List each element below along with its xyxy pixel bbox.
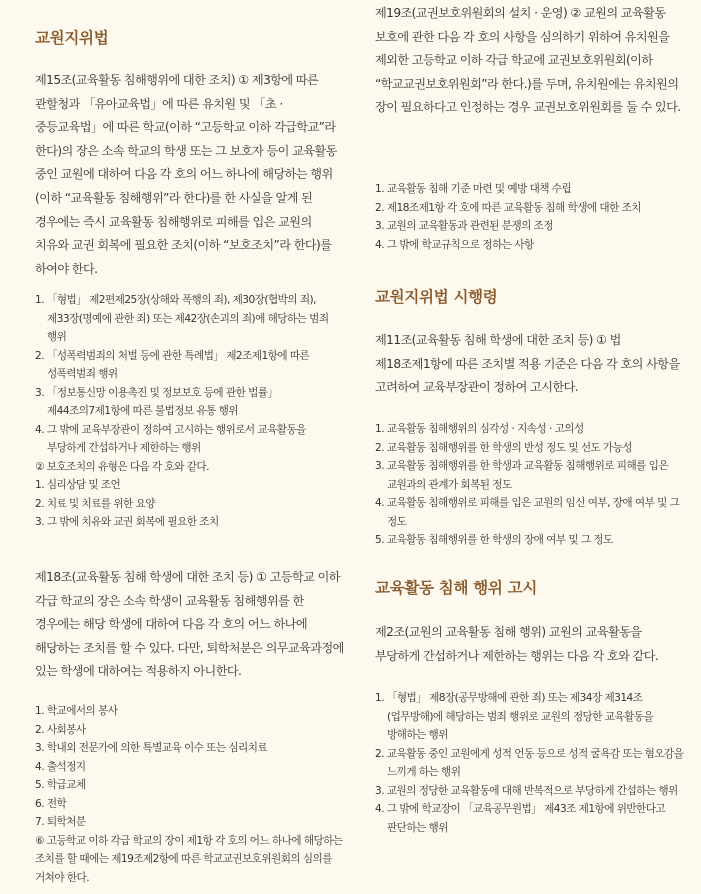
list-item: 3. 교원의 교육활동과 관련된 분쟁의 조정 xyxy=(375,220,554,232)
list-item: 1. 「형법」 제8장(공무방해에 관한 죄) 또는 제34장 제314조(업무방해)에 해당하는 범죄 행위로 교원의 정당한 교육활동을 방해하는 행위 xyxy=(375,692,654,741)
list-item: 3. 「정보통신망 이용촉진 및 정보보호 등에 관한 법률」 제44조의7제1항에 따른 불법정보 유통 행위 xyxy=(35,386,278,417)
list-item: 3. 교원의 정당한 교육활동에 대해 반복적으로 부당하게 간섭하는 행위 xyxy=(375,784,678,797)
list-item: 1. 학교에서의 봉사 xyxy=(35,705,118,717)
list-item: ⑥ 고등학교 이하 각급 학교의 장이 제1항 각 호의 어느 하나에 해당하는 조치를 할 때에는 제19조제2항에 따른 학교교권보호위원회의 심의를 거쳐야 한다. xyxy=(35,834,343,884)
article-18-list xyxy=(35,702,346,887)
list-item: 4. 그 밖에 학교규칙으로 정하는 사항 xyxy=(375,238,534,251)
list-item: 2. 교육활동 침해행위를 한 학생의 반성 정도 및 선도 가능성 xyxy=(375,441,633,454)
list-item: 4. 그 밖에 학교장이 「교육공무원법」 제43조 제1항에 위반한다고 판단하는 행위 xyxy=(375,803,666,834)
list-item: 1. 교육활동 침해행위의 심각성 · 지속성 · 고의성 xyxy=(375,423,584,435)
list-item: 6. 전학 xyxy=(35,797,67,810)
article-15-paragraph: 제15조(교육활동 침해행위에 대한 조치) ① 제3항에 따른 관할청과 「유아교육법」에 따른 유치원 및 「초 · 중등교육법」에 따른 학교(이하 “고등학교 이하 각급학교”라 한다)의 장은 소속 학교의 학생 또는 그 보호자 등이 교육활동 중인 교원에 대하여 다음 각 호의 어느 하나에 해당하는 행위(이하 “교육활동 침해행위”라 한다)를 한 사실을 알게 된 경우에는 즉시 교육활동 침해행위로 피해를 입은 교원의 치유와 교권 회복에 필요한 조치(이하 “보호조치”라 한다)를 하여야 한다. xyxy=(35,73,337,276)
list-item: 4. 교육활동 침해행위로 피해를 입은 교원의 임신 여부, 장애 여부 및 그 정도 xyxy=(375,497,680,528)
list-item: 5. 교육활동 침해행위를 한 학생의 장애 여부 및 그 정도 xyxy=(375,534,613,546)
article-19-list xyxy=(375,180,686,254)
list-item: 3. 학내외 전문가에 의한 특별교육 이수 또는 심리치료 xyxy=(35,742,268,754)
list-item: 2. 교육활동 중인 교원에게 성적 언동 등으로 성적 굴욕감 또는 혐오감을 느끼게 하는 행위 xyxy=(375,747,684,778)
section-heading-infringement-notice: 교육활동 침해 행위 고시 xyxy=(375,579,538,597)
list-item: 2. 사회봉사 xyxy=(35,723,86,736)
list-item: ② 보호조치의 유형은 다음 각 호와 같다. xyxy=(35,460,209,473)
list-item: 7. 퇴학처분 xyxy=(35,816,86,828)
article-18-paragraph: 제18조(교육활동 침해 학생에 대한 조치 등) ① 고등학교 이하 각급 학교의 장은 소속 학생이 교육활동 침해행위를 한 경우에는 해당 학생에 대하여 다음 각 호의 어느 하나에 해당하는 조치를 할 수 있다. 다만, 퇴학처분은 의무교육과정에 있는 학생에 대하여는 적용하지 아니한다. xyxy=(35,570,344,679)
section-heading-teacher-status-act: 교원지위법 xyxy=(35,29,109,47)
list-item: 1. 심리상담 및 조언 xyxy=(35,479,121,491)
article-15-list xyxy=(35,291,346,532)
notice-article-2-list xyxy=(375,689,686,837)
list-item: 1. 「형법」 제2편제25장(상해와 폭행의 죄), 제30장(협박의 죄), 제33장(명예에 관한 죄) 또는 제42장(손괴의 죄)에 해당하는 범죄 행위 xyxy=(35,294,329,343)
list-item: 4. 출석정지 xyxy=(35,760,86,773)
list-item: 5. 학급교체 xyxy=(35,779,86,791)
decree-article-11-paragraph: 제11조(교육활동 침해 학생에 대한 조치 등) ① 법 제18조제1항에 따른 조치별 적용 기준은 다음 각 호의 사항을 고려하여 교육부장관이 정하여 고시한다. xyxy=(375,333,680,395)
list-item: 2. 제18조제1항 각 호에 따른 교육활동 침해 학생에 대한 조치 xyxy=(375,201,641,214)
article-19-paragraph: 제19조(교권보호위원회의 설치 · 운영) ② 교원의 교육활동 보호에 관한 다음 각 호의 사항을 심의하기 위하여 유치원을 제외한 고등학교 이하 각급 학교에 교권보호위원회(이하 “학교교권보호위원회”라 한다.)를 두며, 유치원에는 유치원의 장이 필요하다고 인정하는 경우 교권보호위원회를 둘 수 있다. xyxy=(375,6,681,115)
list-item: 3. 교육활동 침해행위를 한 학생과 교육활동 침해행위로 피해를 입은 교원과의 관계가 회복된 정도 xyxy=(375,460,669,491)
decree-article-11-list xyxy=(375,420,686,550)
list-item: 1. 교육활동 침해 기준 마련 및 예방 대책 수립 xyxy=(375,183,572,195)
notice-article-2-paragraph: 제2조(교원의 교육활동 침해 행위) 교원의 교육활동을 부당하게 간섭하거나 제한하는 행위는 다음 각 호와 같다. xyxy=(375,625,659,663)
section-heading-enforcement-decree: 교원지위법 시행령 xyxy=(375,288,498,306)
list-item: 2. 「성폭력범죄의 처벌 등에 관한 특례법」 제2조제1항에 따른 성폭력범죄 행위 xyxy=(35,349,310,380)
list-item: 4. 그 밖에 교육부장관이 정하여 고시하는 행위로서 교육활동을 부당하게 간섭하거나 제한하는 행위 xyxy=(35,423,306,454)
list-item: 3. 그 밖에 치유와 교권 회복에 필요한 조치 xyxy=(35,516,219,528)
list-item: 2. 치료 및 치료를 위한 요양 xyxy=(35,497,155,510)
